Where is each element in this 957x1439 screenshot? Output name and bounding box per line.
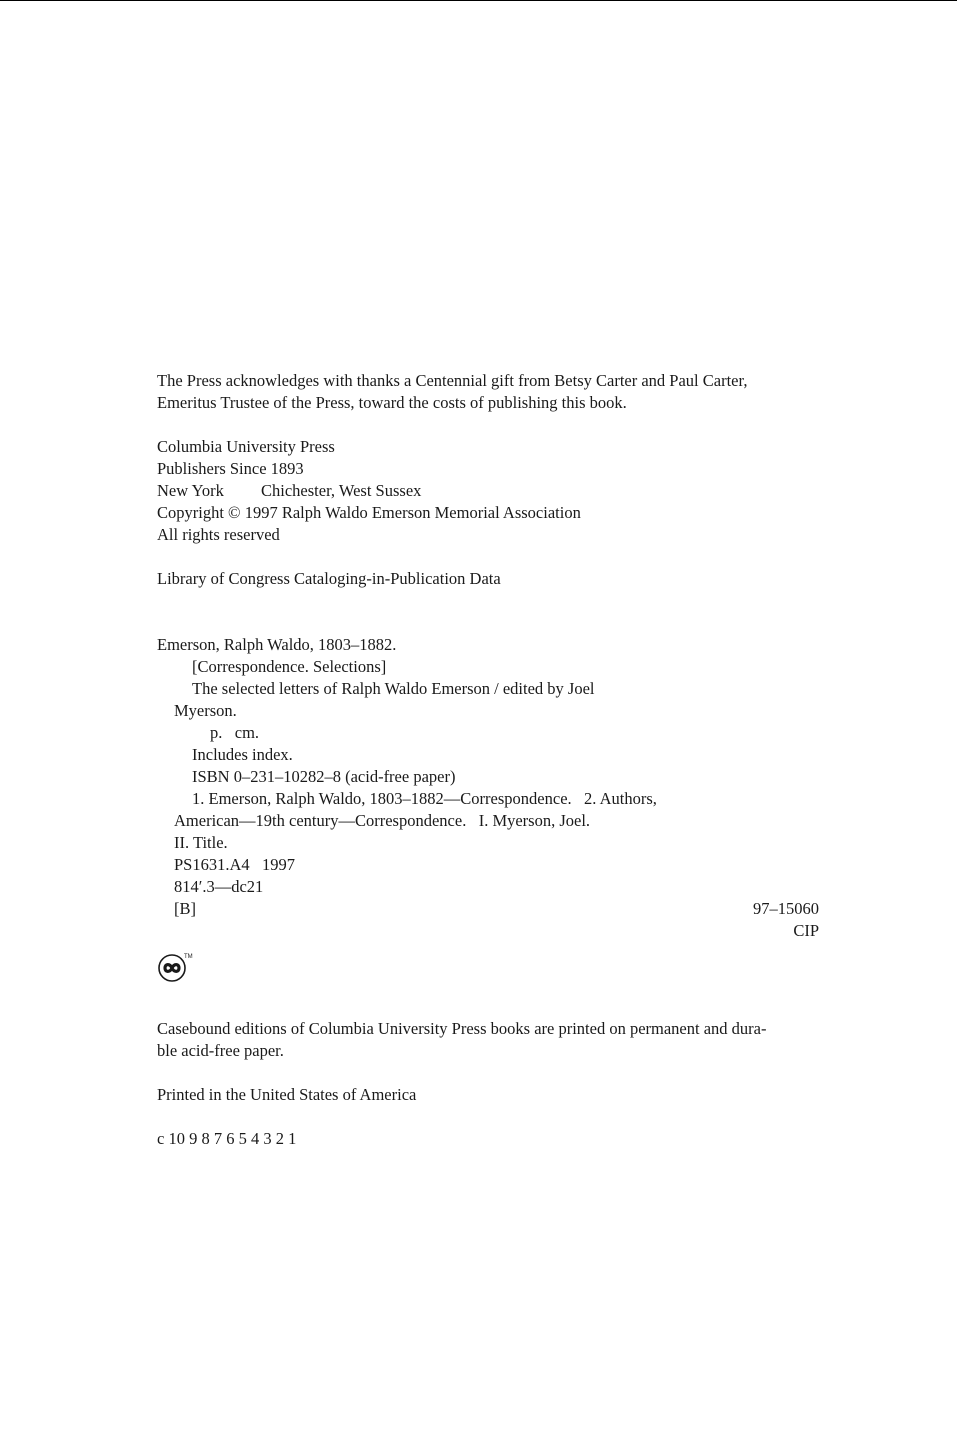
- cip-uniform-title: [Correspondence. Selections]: [192, 657, 387, 676]
- cip-lc-call-number: PS1631.A4 1997: [174, 855, 296, 874]
- rights-notice: All rights reserved: [157, 525, 280, 544]
- paper-note-line-1: Casebound editions of Columbia University Press books are printed on permanent and dura-: [157, 1019, 767, 1038]
- cip-heading: Library of Congress Cataloging-in-Publication Data: [157, 569, 501, 588]
- cip-author: Emerson, Ralph Waldo, 1803–1882.: [157, 635, 397, 654]
- publisher-since: Publishers Since 1893: [157, 459, 304, 478]
- publisher-city-new-york: New York: [157, 481, 224, 500]
- cip-subjects-line-2: American—19th century—Correspondence. I. Myerson, Joel.: [174, 811, 591, 830]
- acknowledgment-block: [157, 370, 819, 414]
- cip-bracket-row: [157, 898, 819, 920]
- copyright-notice: Copyright © 1997 Ralph Waldo Emerson Memorial Association: [157, 503, 581, 522]
- copyright-page: [157, 370, 819, 1150]
- cip-dewey-number: 814′.3—dc21: [174, 877, 264, 896]
- svg-text:TM: TM: [184, 954, 193, 960]
- cip-bracket-code: [B]: [174, 899, 196, 918]
- cip-lccn: 97–15060: [753, 899, 819, 918]
- printed-in: Printed in the United States of America: [157, 1085, 417, 1104]
- cip-includes: Includes index.: [192, 745, 293, 764]
- cip-title-line-1: The selected letters of Ralph Waldo Emerson / edited by Joel: [192, 679, 595, 698]
- publisher-cities: [157, 480, 819, 502]
- cip-record: [157, 634, 819, 942]
- acknowledgment-line-1: The Press acknowledges with thanks a Centennial gift from Betsy Carter and Paul Carter,: [157, 371, 748, 390]
- acknowledgment-line-2: Emeritus Trustee of the Press, toward the costs of publishing this book.: [157, 393, 627, 412]
- publisher-city-chichester: Chichester, West Sussex: [261, 481, 422, 500]
- cip-label: CIP: [793, 921, 819, 940]
- cip-isbn: ISBN 0–231–10282–8 (acid-free paper): [192, 767, 456, 786]
- cip-subjects-line-1: 1. Emerson, Ralph Waldo, 1803–1882—Correspondence. 2. Authors,: [192, 789, 657, 808]
- paper-note-block: [157, 1018, 819, 1062]
- cip-subjects-line-3: II. Title.: [174, 833, 228, 852]
- cip-pcm: p. cm.: [210, 723, 260, 742]
- printing-line: c 10 9 8 7 6 5 4 3 2 1: [157, 1129, 297, 1148]
- cip-title-line-2: Myerson.: [174, 701, 237, 720]
- publisher-name: Columbia University Press: [157, 437, 335, 456]
- infinity-paper-icon: [157, 950, 193, 984]
- paper-note-line-2: ble acid-free paper.: [157, 1041, 284, 1060]
- paper-logo-container: [157, 950, 819, 996]
- top-border-rule: [0, 0, 957, 1]
- publisher-block: [157, 436, 819, 546]
